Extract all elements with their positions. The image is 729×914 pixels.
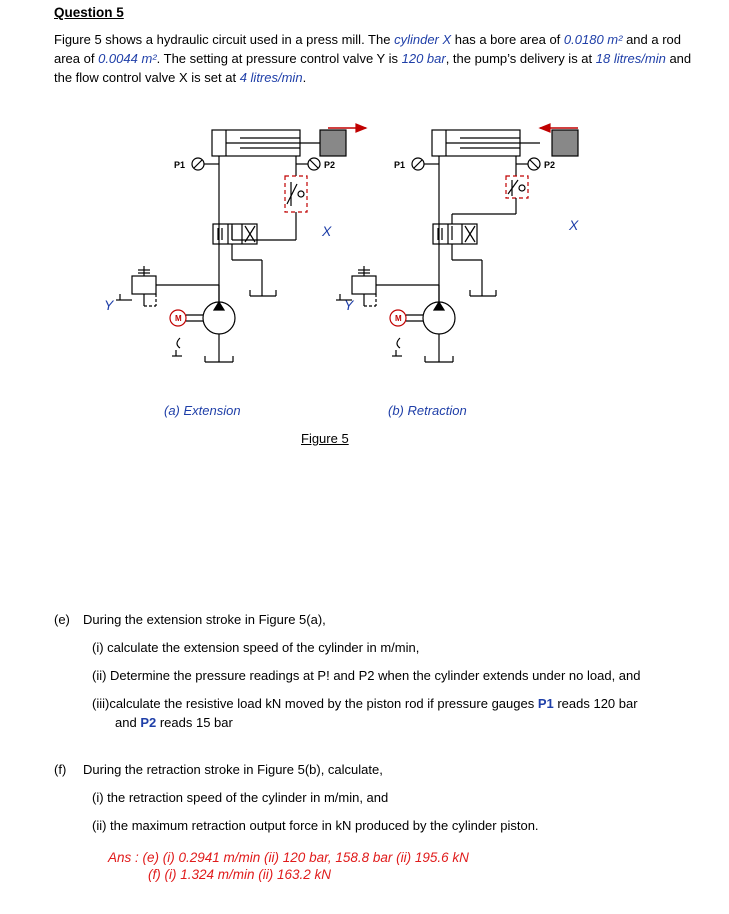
part-f-label: (f) bbox=[54, 762, 67, 777]
rod-area: 0.0044 m² bbox=[98, 51, 157, 66]
flow-setting: 4 litres/min bbox=[239, 70, 303, 85]
part-e-iii-text: reads 120 bar bbox=[553, 696, 638, 711]
label-y-b: Y bbox=[344, 297, 354, 313]
circuit-b-retraction bbox=[336, 124, 578, 362]
part-e-iii-text: (iii)calculate the resistive load kN moved by the piston rod if pressure gauges bbox=[92, 696, 538, 711]
gauge-p2-ref: P2 bbox=[140, 715, 157, 730]
part-e-ii: (ii) Determine the pressure readings at P! and P2 when the cylinder extends under no load, and bbox=[92, 668, 641, 683]
hydraulic-circuit-figure bbox=[0, 110, 729, 410]
relief-valve-b bbox=[352, 276, 376, 294]
motor-label-a: M bbox=[175, 314, 182, 323]
part-e-iii-text: reads 15 bar bbox=[156, 715, 233, 730]
intro-paragraph bbox=[54, 30, 694, 87]
intro-text: Figure 5 shows a hydraulic circuit used in a press mill. The bbox=[54, 32, 395, 47]
part-e-iii-cont bbox=[115, 713, 233, 732]
intro-text: and the flow control valve X is set at bbox=[54, 51, 692, 85]
gauge-p1-ref: P1 bbox=[537, 696, 554, 711]
label-y-a: Y bbox=[104, 297, 114, 313]
label-x-b: X bbox=[569, 217, 579, 233]
answer-line-2: (f) (i) 1.324 m/min (ii) 163.2 kN bbox=[148, 867, 332, 882]
intro-text: , the pump’s delivery is at bbox=[445, 51, 596, 66]
figure-label: Figure 5 bbox=[301, 431, 349, 446]
part-e-text: During the extension stroke in Figure 5(a), bbox=[83, 612, 326, 627]
label-p2-a: P2 bbox=[324, 160, 336, 170]
pump-delivery: 18 litres/min bbox=[595, 51, 666, 66]
motor-label-b: M bbox=[395, 314, 402, 323]
label-x-a: X bbox=[322, 223, 332, 239]
part-e-iii-text: and bbox=[115, 715, 141, 730]
label-p2-b: P2 bbox=[544, 160, 556, 170]
intro-text: and a rod area of bbox=[54, 32, 681, 66]
part-f-text: During the retraction stroke in Figure 5(b), calculate, bbox=[83, 762, 383, 777]
part-e-iii bbox=[92, 694, 638, 713]
part-e-i: (i) calculate the extension speed of the cylinder in m/min, bbox=[92, 640, 420, 655]
intro-text: has a bore area of bbox=[451, 32, 564, 47]
bore-area: 0.0180 m² bbox=[563, 32, 623, 47]
valve-pressure: 120 bar bbox=[401, 51, 446, 66]
part-f-ii: (ii) the maximum retraction output force in kN produced by the cylinder piston. bbox=[92, 818, 539, 833]
answer-line-1: Ans : (e) (i) 0.2941 m/min (ii) 120 bar, 158.8 bar (ii) 195.6 kN bbox=[108, 850, 469, 865]
caption-retraction: (b) Retraction bbox=[388, 403, 467, 418]
part-f-i: (i) the retraction speed of the cylinder in m/min, and bbox=[92, 790, 389, 805]
load-block-a bbox=[320, 130, 346, 156]
label-p1-a: P1 bbox=[174, 160, 186, 170]
cylinder-name: cylinder X bbox=[394, 32, 452, 47]
intro-text: . bbox=[302, 70, 307, 85]
question-heading: Question 5 bbox=[54, 5, 124, 20]
label-p1-b: P1 bbox=[394, 160, 406, 170]
load-block-b bbox=[552, 130, 578, 156]
relief-valve-a bbox=[132, 276, 156, 294]
part-e-label: (e) bbox=[54, 612, 70, 627]
caption-extension: (a) Extension bbox=[164, 403, 241, 418]
intro-text: . The setting at pressure control valve Y is bbox=[156, 51, 402, 66]
